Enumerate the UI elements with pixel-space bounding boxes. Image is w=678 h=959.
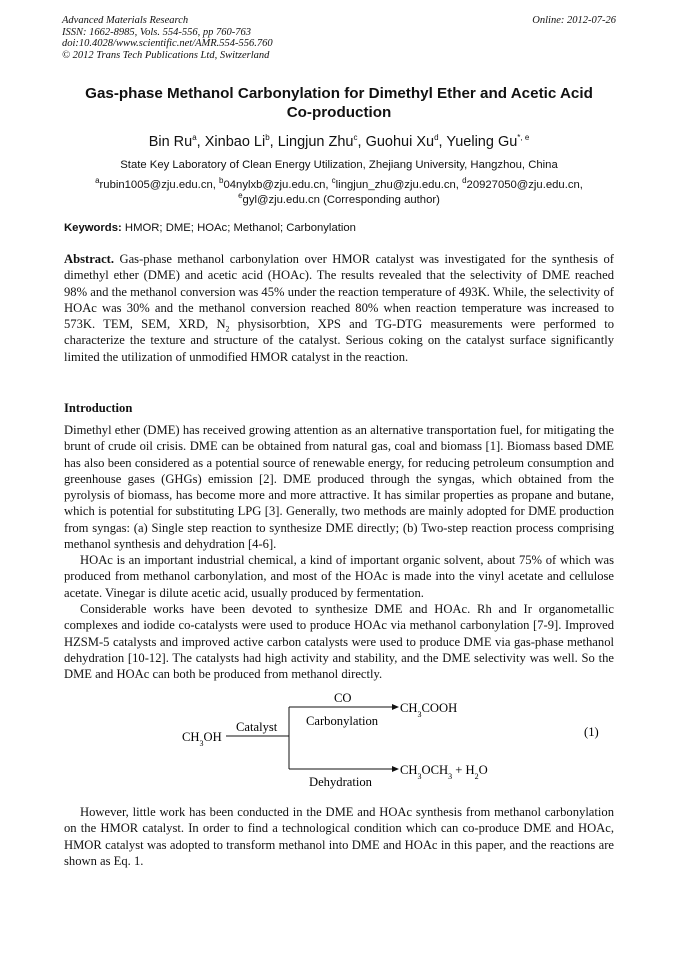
intro-paragraph-1: Dimethyl ether (DME) has received growing attention as an alternative transportation fuel, for mitigating the brunt of crude oil crisis. DME can be obtained from natural gas, coal and biomass [1]. Biomass based DME has also been considered as a potential source of renewable energy, for reducing petroleum consumption and greenhouse gases (GHGs) emission [2]. DME produced through the syngas, which obtained from the pyrolysis of biomass, has become more and more attractive. It has similar properties as propane and butane, which is potential for substituting LPG [3]. Generally, two methods are mainly adopted for DME production from syngas: (a) Single step reaction to synthesize DME directly; (b) Two-step reaction process comprising methanol synthesis and dehydration [4-6]. (64, 423, 614, 552)
keywords-text: HMOR; DME; HOAc; Methanol; Carbonylation (124, 222, 356, 234)
issn-info: ISSN: 1662-8985, Vols. 554-556, pp 760-763 (62, 26, 251, 38)
paper-title (60, 84, 618, 122)
keywords-label: Keywords: (64, 222, 122, 234)
keywords (64, 222, 614, 234)
author: Yueling $Gu^{*, e}$ (446, 133, 530, 150)
doi: doi:10.4028/www.scientific.net/AMR.554-556.760 (62, 38, 273, 49)
title-line-1: Gas-phase Methanol Carbonylation for Dimethyl Ether and Acetic Acid (85, 85, 593, 102)
email-e[interactable]: gyl@zju.edu.cn (Corresponding author) (242, 194, 440, 206)
section-heading-introduction: Introduction (64, 401, 133, 415)
product-acetic-acid: $CH_3COOH$ (400, 701, 458, 719)
abstract: Abstract. Gas-phase methanol carbonylation over HMOR catalyst was investigated for the synthesis of dimethyl ether (DME) and acetic acid (HOAc). The results revealed that the selectivity of DME reached 98% and the methanol conversion was 45% under the reaction temperature of 493K. While, the selectivity of HOAc was 30% and the methanol conversion reached 80% when reaction temperature was increased to 573K. TEM, SEM, XRD, $N_2$ physisorbtion, XPS and TG-DTG measurements were performed to characterize the texture and structure of the catalyst. Serious coking on the catalyst surface significantly limited the utilization of unmodified HMOR catalyst in the reaction. (64, 252, 614, 364)
abstract-label: Abstract. (64, 252, 115, 266)
author: Xinbao Li$^b$, (204, 133, 278, 150)
carbonylation-label: Carbonylation (306, 714, 379, 728)
email-d[interactable]: 20927050@zju.edu.cn, (466, 179, 583, 191)
page-header (62, 15, 616, 61)
reaction-scheme (0, 690, 678, 795)
author: Bin Ru$^a$, (148, 133, 205, 150)
co-label: CO (334, 691, 352, 705)
intro-paragraph-2: HOAc is an important industrial chemical, a kind of important organic solvent, about 75% of which was produced from methanol carbonylation, and most of the HOAc is made into the vinyl acetate and cellulose acetate. Vinegar is dilute acetic acid, usually produced by fermentation. (64, 553, 614, 600)
journal-name: Advanced Materials Research (62, 15, 189, 26)
online-date: Online: 2012-07-26 (532, 15, 616, 26)
author: Lingjun Zhu$^c$, (277, 133, 366, 150)
catalyst-label: Catalyst (236, 720, 278, 734)
dehydration-label: Dehydration (309, 775, 372, 789)
copyright: © 2012 Trans Tech Publications Ltd, Switzerland (62, 49, 270, 61)
affiliation: State Key Laboratory of Clean Energy Utilization, Zhejiang University, Hangzhou, China (120, 159, 558, 171)
email-c[interactable]: lingjun_zhu@zju.edu.cn, (335, 179, 459, 191)
author-list (40, 133, 638, 151)
product-dme-water: $CH_3OCH_3 + H_2O$ (400, 763, 488, 781)
author-emails: $^a$rubin1005@zju.edu.cn, $^b$04nylxb@zju.edu.cn, $^c$lingjun_zhu@zju.edu.cn, $^d$20927050@zju.edu.cn, $^e$gyl@zju.edu.cn (Corresponding author) (95, 176, 583, 206)
intro-paragraph-4: However, little work has been conducted in the DME and HOAc synthesis from methanol carbonylation on the HMOR catalyst. In order to find a technological condition which can co-produce DME and HOAc, HMOR catalyst was adopted to transform methanol into DME and HOAc in this paper, and the reactions are shown as Eq. 1. (64, 805, 614, 868)
reactant-methanol: $CH_3OH$ (182, 730, 222, 748)
intro-paragraph-3: Considerable works have been devoted to synthesize DME and HOAc. Rh and Ir organometallic complexes and iodide co-catalysts were used to produce HOAc via methanol carbonylation [7-9]. Improved HZSM-5 catalysts and improved active carbon catalysts were used to produce DME via gas-phase methanol dehydration [10-12]. The catalysts had high activity and stability, and the DME selectivity was well. So the DME and HOAc can both be produced from methanol directly. (64, 602, 614, 682)
author: Guohui Xu$^d$, (365, 133, 447, 150)
title-line-2: Co-production (286, 104, 392, 121)
email-b[interactable]: 04nylxb@zju.edu.cn, (223, 179, 329, 191)
equation-number: (1) (584, 725, 599, 739)
email-a[interactable]: rubin1005@zju.edu.cn, (99, 179, 216, 191)
